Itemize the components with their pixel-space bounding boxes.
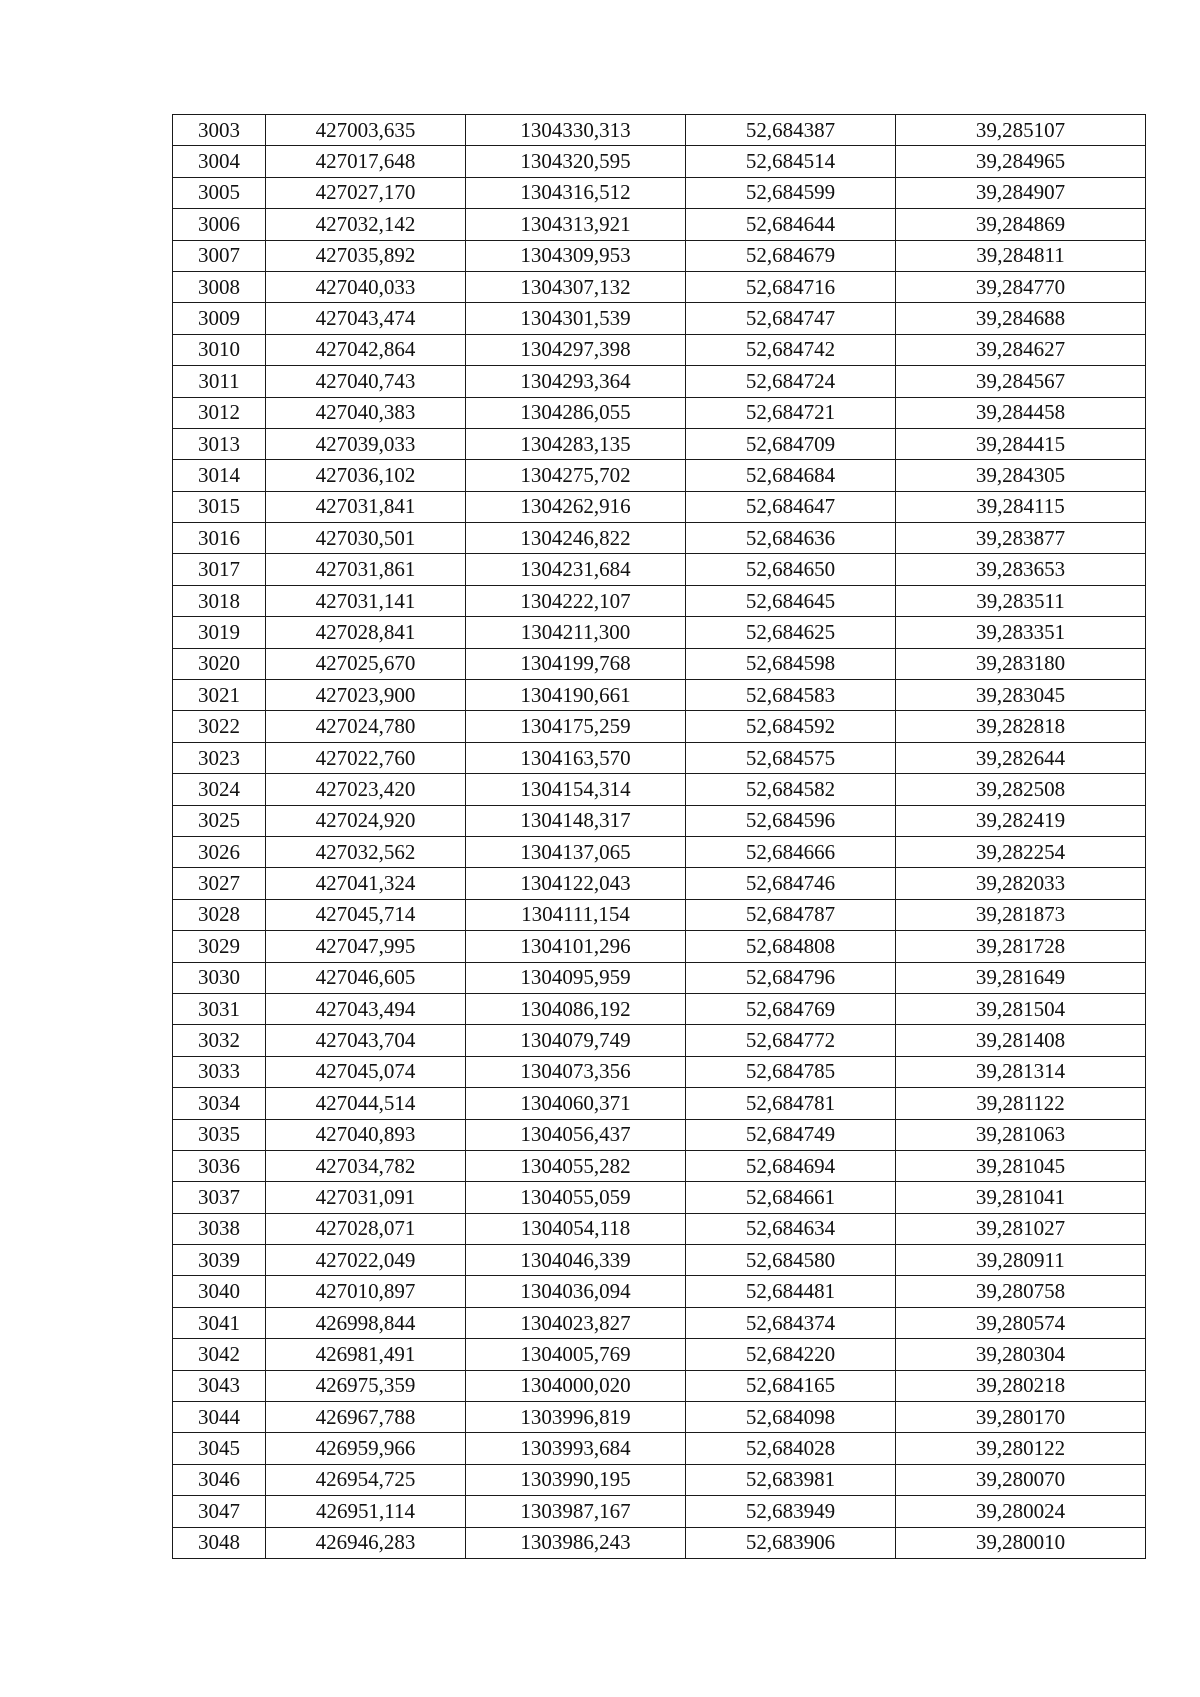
x-coordinate-cell: 427027,170 <box>266 177 466 208</box>
y-coordinate-cell: 1304175,259 <box>466 711 686 742</box>
x-coordinate-cell: 427031,091 <box>266 1182 466 1213</box>
latitude-cell: 52,684721 <box>686 397 896 428</box>
table-row <box>173 617 1146 648</box>
point-number-cell: 3039 <box>173 1245 266 1276</box>
y-coordinate-cell: 1304246,822 <box>466 523 686 554</box>
table-row <box>173 209 1146 240</box>
x-coordinate-cell: 427034,782 <box>266 1150 466 1181</box>
point-number-cell: 3041 <box>173 1307 266 1338</box>
longitude-cell: 39,282254 <box>896 836 1146 867</box>
table-row <box>173 1150 1146 1181</box>
longitude-cell: 39,284869 <box>896 209 1146 240</box>
point-number-cell: 3020 <box>173 648 266 679</box>
latitude-cell: 52,684742 <box>686 334 896 365</box>
y-coordinate-cell: 1304330,313 <box>466 115 686 146</box>
latitude-cell: 52,684596 <box>686 805 896 836</box>
x-coordinate-cell: 427022,760 <box>266 742 466 773</box>
y-coordinate-cell: 1304148,317 <box>466 805 686 836</box>
x-coordinate-cell: 427035,892 <box>266 240 466 271</box>
latitude-cell: 52,684644 <box>686 209 896 240</box>
x-coordinate-cell: 427024,920 <box>266 805 466 836</box>
longitude-cell: 39,280170 <box>896 1402 1146 1433</box>
longitude-cell: 39,280574 <box>896 1307 1146 1338</box>
x-coordinate-cell: 427022,049 <box>266 1245 466 1276</box>
table-row <box>173 1245 1146 1276</box>
point-number-cell: 3029 <box>173 931 266 962</box>
table-row <box>173 491 1146 522</box>
y-coordinate-cell: 1303987,167 <box>466 1496 686 1527</box>
longitude-cell: 39,281027 <box>896 1213 1146 1244</box>
table-row <box>173 1496 1146 1527</box>
point-number-cell: 3003 <box>173 115 266 146</box>
y-coordinate-cell: 1304056,437 <box>466 1119 686 1150</box>
point-number-cell: 3027 <box>173 868 266 899</box>
point-number-cell: 3038 <box>173 1213 266 1244</box>
y-coordinate-cell: 1304297,398 <box>466 334 686 365</box>
table-row <box>173 1088 1146 1119</box>
point-number-cell: 3025 <box>173 805 266 836</box>
point-number-cell: 3024 <box>173 774 266 805</box>
latitude-cell: 52,684772 <box>686 1025 896 1056</box>
x-coordinate-cell: 427025,670 <box>266 648 466 679</box>
point-number-cell: 3043 <box>173 1370 266 1401</box>
longitude-cell: 39,280122 <box>896 1433 1146 1464</box>
latitude-cell: 52,684808 <box>686 931 896 962</box>
y-coordinate-cell: 1304154,314 <box>466 774 686 805</box>
y-coordinate-cell: 1304000,020 <box>466 1370 686 1401</box>
longitude-cell: 39,280304 <box>896 1339 1146 1370</box>
x-coordinate-cell: 426959,966 <box>266 1433 466 1464</box>
table-row <box>173 554 1146 585</box>
x-coordinate-cell: 427042,864 <box>266 334 466 365</box>
x-coordinate-cell: 426951,114 <box>266 1496 466 1527</box>
x-coordinate-cell: 427040,893 <box>266 1119 466 1150</box>
latitude-cell: 52,684694 <box>686 1150 896 1181</box>
x-coordinate-cell: 427031,841 <box>266 491 466 522</box>
latitude-cell: 52,684098 <box>686 1402 896 1433</box>
x-coordinate-cell: 427030,501 <box>266 523 466 554</box>
latitude-cell: 52,684481 <box>686 1276 896 1307</box>
table-row <box>173 805 1146 836</box>
latitude-cell: 52,684684 <box>686 460 896 491</box>
y-coordinate-cell: 1303990,195 <box>466 1464 686 1495</box>
y-coordinate-cell: 1303996,819 <box>466 1402 686 1433</box>
longitude-cell: 39,280758 <box>896 1276 1146 1307</box>
latitude-cell: 52,684666 <box>686 836 896 867</box>
latitude-cell: 52,684746 <box>686 868 896 899</box>
y-coordinate-cell: 1304079,749 <box>466 1025 686 1056</box>
x-coordinate-cell: 426946,283 <box>266 1527 466 1558</box>
point-number-cell: 3006 <box>173 209 266 240</box>
point-number-cell: 3013 <box>173 428 266 459</box>
longitude-cell: 39,284415 <box>896 428 1146 459</box>
y-coordinate-cell: 1304036,094 <box>466 1276 686 1307</box>
longitude-cell: 39,281873 <box>896 899 1146 930</box>
x-coordinate-cell: 427023,420 <box>266 774 466 805</box>
y-coordinate-cell: 1304211,300 <box>466 617 686 648</box>
table-row <box>173 303 1146 334</box>
y-coordinate-cell: 1304275,702 <box>466 460 686 491</box>
latitude-cell: 52,684583 <box>686 680 896 711</box>
table-row <box>173 271 1146 302</box>
x-coordinate-cell: 426967,788 <box>266 1402 466 1433</box>
x-coordinate-cell: 426975,359 <box>266 1370 466 1401</box>
latitude-cell: 52,684724 <box>686 366 896 397</box>
table-row <box>173 774 1146 805</box>
longitude-cell: 39,282644 <box>896 742 1146 773</box>
y-coordinate-cell: 1304262,916 <box>466 491 686 522</box>
point-number-cell: 3035 <box>173 1119 266 1150</box>
longitude-cell: 39,284458 <box>896 397 1146 428</box>
x-coordinate-cell: 426998,844 <box>266 1307 466 1338</box>
point-number-cell: 3018 <box>173 585 266 616</box>
longitude-cell: 39,281408 <box>896 1025 1146 1056</box>
point-number-cell: 3023 <box>173 742 266 773</box>
x-coordinate-cell: 427010,897 <box>266 1276 466 1307</box>
longitude-cell: 39,284770 <box>896 271 1146 302</box>
y-coordinate-cell: 1304199,768 <box>466 648 686 679</box>
table-row <box>173 742 1146 773</box>
point-number-cell: 3045 <box>173 1433 266 1464</box>
y-coordinate-cell: 1304163,570 <box>466 742 686 773</box>
longitude-cell: 39,283511 <box>896 585 1146 616</box>
y-coordinate-cell: 1304313,921 <box>466 209 686 240</box>
table-row <box>173 460 1146 491</box>
table-row <box>173 1307 1146 1338</box>
point-number-cell: 3010 <box>173 334 266 365</box>
point-number-cell: 3015 <box>173 491 266 522</box>
longitude-cell: 39,284305 <box>896 460 1146 491</box>
table-row <box>173 648 1146 679</box>
y-coordinate-cell: 1304055,282 <box>466 1150 686 1181</box>
point-number-cell: 3028 <box>173 899 266 930</box>
table-row <box>173 836 1146 867</box>
point-number-cell: 3007 <box>173 240 266 271</box>
point-number-cell: 3036 <box>173 1150 266 1181</box>
longitude-cell: 39,281649 <box>896 962 1146 993</box>
latitude-cell: 52,683981 <box>686 1464 896 1495</box>
point-number-cell: 3012 <box>173 397 266 428</box>
point-number-cell: 3021 <box>173 680 266 711</box>
x-coordinate-cell: 426954,725 <box>266 1464 466 1495</box>
point-number-cell: 3032 <box>173 1025 266 1056</box>
x-coordinate-cell: 427036,102 <box>266 460 466 491</box>
point-number-cell: 3040 <box>173 1276 266 1307</box>
latitude-cell: 52,684575 <box>686 742 896 773</box>
x-coordinate-cell: 427032,562 <box>266 836 466 867</box>
latitude-cell: 52,684650 <box>686 554 896 585</box>
longitude-cell: 39,281045 <box>896 1150 1146 1181</box>
y-coordinate-cell: 1303986,243 <box>466 1527 686 1558</box>
longitude-cell: 39,280070 <box>896 1464 1146 1495</box>
longitude-cell: 39,284965 <box>896 146 1146 177</box>
y-coordinate-cell: 1304320,595 <box>466 146 686 177</box>
longitude-cell: 39,282818 <box>896 711 1146 742</box>
table-row <box>173 1433 1146 1464</box>
y-coordinate-cell: 1303993,684 <box>466 1433 686 1464</box>
y-coordinate-cell: 1304190,661 <box>466 680 686 711</box>
y-coordinate-cell: 1304283,135 <box>466 428 686 459</box>
y-coordinate-cell: 1304293,364 <box>466 366 686 397</box>
x-coordinate-cell: 427028,071 <box>266 1213 466 1244</box>
table-row <box>173 1339 1146 1370</box>
table-row <box>173 1527 1146 1558</box>
y-coordinate-cell: 1304309,953 <box>466 240 686 271</box>
latitude-cell: 52,684374 <box>686 1307 896 1338</box>
x-coordinate-cell: 426981,491 <box>266 1339 466 1370</box>
point-number-cell: 3005 <box>173 177 266 208</box>
y-coordinate-cell: 1304101,296 <box>466 931 686 962</box>
table-row <box>173 962 1146 993</box>
longitude-cell: 39,283877 <box>896 523 1146 554</box>
table-row <box>173 1213 1146 1244</box>
point-number-cell: 3046 <box>173 1464 266 1495</box>
table-row <box>173 1464 1146 1495</box>
point-number-cell: 3034 <box>173 1088 266 1119</box>
latitude-cell: 52,684580 <box>686 1245 896 1276</box>
table-row <box>173 146 1146 177</box>
latitude-cell: 52,684165 <box>686 1370 896 1401</box>
latitude-cell: 52,684582 <box>686 774 896 805</box>
longitude-cell: 39,283045 <box>896 680 1146 711</box>
x-coordinate-cell: 427039,033 <box>266 428 466 459</box>
x-coordinate-cell: 427032,142 <box>266 209 466 240</box>
latitude-cell: 52,684028 <box>686 1433 896 1464</box>
point-number-cell: 3011 <box>173 366 266 397</box>
latitude-cell: 52,684634 <box>686 1213 896 1244</box>
point-number-cell: 3033 <box>173 1056 266 1087</box>
latitude-cell: 52,684647 <box>686 491 896 522</box>
x-coordinate-cell: 427031,861 <box>266 554 466 585</box>
table-row <box>173 993 1146 1024</box>
point-number-cell: 3042 <box>173 1339 266 1370</box>
y-coordinate-cell: 1304054,118 <box>466 1213 686 1244</box>
y-coordinate-cell: 1304055,059 <box>466 1182 686 1213</box>
coordinates-table-body <box>173 115 1146 1559</box>
point-number-cell: 3016 <box>173 523 266 554</box>
latitude-cell: 52,683906 <box>686 1527 896 1558</box>
point-number-cell: 3048 <box>173 1527 266 1558</box>
longitude-cell: 39,280010 <box>896 1527 1146 1558</box>
table-row <box>173 899 1146 930</box>
point-number-cell: 3009 <box>173 303 266 334</box>
latitude-cell: 52,684636 <box>686 523 896 554</box>
x-coordinate-cell: 427043,704 <box>266 1025 466 1056</box>
x-coordinate-cell: 427031,141 <box>266 585 466 616</box>
x-coordinate-cell: 427024,780 <box>266 711 466 742</box>
table-row <box>173 1056 1146 1087</box>
latitude-cell: 52,684769 <box>686 993 896 1024</box>
table-row <box>173 240 1146 271</box>
latitude-cell: 52,684387 <box>686 115 896 146</box>
table-row <box>173 711 1146 742</box>
latitude-cell: 52,684625 <box>686 617 896 648</box>
point-number-cell: 3047 <box>173 1496 266 1527</box>
longitude-cell: 39,281504 <box>896 993 1146 1024</box>
latitude-cell: 52,684785 <box>686 1056 896 1087</box>
table-row <box>173 1182 1146 1213</box>
latitude-cell: 52,683949 <box>686 1496 896 1527</box>
x-coordinate-cell: 427043,494 <box>266 993 466 1024</box>
coordinates-table <box>172 114 1146 1559</box>
x-coordinate-cell: 427047,995 <box>266 931 466 962</box>
table-row <box>173 680 1146 711</box>
x-coordinate-cell: 427043,474 <box>266 303 466 334</box>
longitude-cell: 39,282419 <box>896 805 1146 836</box>
x-coordinate-cell: 427040,383 <box>266 397 466 428</box>
x-coordinate-cell: 427041,324 <box>266 868 466 899</box>
x-coordinate-cell: 427017,648 <box>266 146 466 177</box>
point-number-cell: 3030 <box>173 962 266 993</box>
longitude-cell: 39,284115 <box>896 491 1146 522</box>
longitude-cell: 39,280911 <box>896 1245 1146 1276</box>
point-number-cell: 3031 <box>173 993 266 1024</box>
longitude-cell: 39,284811 <box>896 240 1146 271</box>
table-row <box>173 1370 1146 1401</box>
table-row <box>173 931 1146 962</box>
latitude-cell: 52,684679 <box>686 240 896 271</box>
y-coordinate-cell: 1304095,959 <box>466 962 686 993</box>
longitude-cell: 39,281063 <box>896 1119 1146 1150</box>
table-row <box>173 366 1146 397</box>
latitude-cell: 52,684598 <box>686 648 896 679</box>
y-coordinate-cell: 1304122,043 <box>466 868 686 899</box>
table-row <box>173 1276 1146 1307</box>
y-coordinate-cell: 1304222,107 <box>466 585 686 616</box>
latitude-cell: 52,684599 <box>686 177 896 208</box>
table-row <box>173 585 1146 616</box>
longitude-cell: 39,281041 <box>896 1182 1146 1213</box>
longitude-cell: 39,284907 <box>896 177 1146 208</box>
table-row <box>173 177 1146 208</box>
y-coordinate-cell: 1304060,371 <box>466 1088 686 1119</box>
longitude-cell: 39,281314 <box>896 1056 1146 1087</box>
latitude-cell: 52,684220 <box>686 1339 896 1370</box>
point-number-cell: 3022 <box>173 711 266 742</box>
longitude-cell: 39,283351 <box>896 617 1146 648</box>
latitude-cell: 52,684747 <box>686 303 896 334</box>
longitude-cell: 39,280024 <box>896 1496 1146 1527</box>
latitude-cell: 52,684749 <box>686 1119 896 1150</box>
table-row <box>173 397 1146 428</box>
point-number-cell: 3026 <box>173 836 266 867</box>
table-row <box>173 868 1146 899</box>
point-number-cell: 3019 <box>173 617 266 648</box>
point-number-cell: 3004 <box>173 146 266 177</box>
y-coordinate-cell: 1304137,065 <box>466 836 686 867</box>
point-number-cell: 3037 <box>173 1182 266 1213</box>
longitude-cell: 39,283180 <box>896 648 1146 679</box>
y-coordinate-cell: 1304307,132 <box>466 271 686 302</box>
table-row <box>173 428 1146 459</box>
y-coordinate-cell: 1304086,192 <box>466 993 686 1024</box>
latitude-cell: 52,684709 <box>686 428 896 459</box>
point-number-cell: 3044 <box>173 1402 266 1433</box>
longitude-cell: 39,282033 <box>896 868 1146 899</box>
longitude-cell: 39,283653 <box>896 554 1146 585</box>
longitude-cell: 39,280218 <box>896 1370 1146 1401</box>
longitude-cell: 39,281122 <box>896 1088 1146 1119</box>
table-row <box>173 523 1146 554</box>
y-coordinate-cell: 1304231,684 <box>466 554 686 585</box>
y-coordinate-cell: 1304023,827 <box>466 1307 686 1338</box>
point-number-cell: 3014 <box>173 460 266 491</box>
latitude-cell: 52,684781 <box>686 1088 896 1119</box>
point-number-cell: 3017 <box>173 554 266 585</box>
longitude-cell: 39,284627 <box>896 334 1146 365</box>
x-coordinate-cell: 427040,033 <box>266 271 466 302</box>
point-number-cell: 3008 <box>173 271 266 302</box>
y-coordinate-cell: 1304316,512 <box>466 177 686 208</box>
y-coordinate-cell: 1304301,539 <box>466 303 686 334</box>
latitude-cell: 52,684661 <box>686 1182 896 1213</box>
longitude-cell: 39,284688 <box>896 303 1146 334</box>
table-row <box>173 334 1146 365</box>
longitude-cell: 39,281728 <box>896 931 1146 962</box>
table-row <box>173 1119 1146 1150</box>
x-coordinate-cell: 427045,074 <box>266 1056 466 1087</box>
x-coordinate-cell: 427045,714 <box>266 899 466 930</box>
x-coordinate-cell: 427046,605 <box>266 962 466 993</box>
x-coordinate-cell: 427003,635 <box>266 115 466 146</box>
longitude-cell: 39,284567 <box>896 366 1146 397</box>
y-coordinate-cell: 1304073,356 <box>466 1056 686 1087</box>
table-row <box>173 1025 1146 1056</box>
x-coordinate-cell: 427040,743 <box>266 366 466 397</box>
latitude-cell: 52,684592 <box>686 711 896 742</box>
table-row <box>173 115 1146 146</box>
latitude-cell: 52,684787 <box>686 899 896 930</box>
y-coordinate-cell: 1304111,154 <box>466 899 686 930</box>
y-coordinate-cell: 1304005,769 <box>466 1339 686 1370</box>
latitude-cell: 52,684716 <box>686 271 896 302</box>
longitude-cell: 39,282508 <box>896 774 1146 805</box>
x-coordinate-cell: 427023,900 <box>266 680 466 711</box>
y-coordinate-cell: 1304286,055 <box>466 397 686 428</box>
latitude-cell: 52,684514 <box>686 146 896 177</box>
table-row <box>173 1402 1146 1433</box>
longitude-cell: 39,285107 <box>896 115 1146 146</box>
latitude-cell: 52,684645 <box>686 585 896 616</box>
x-coordinate-cell: 427028,841 <box>266 617 466 648</box>
latitude-cell: 52,684796 <box>686 962 896 993</box>
x-coordinate-cell: 427044,514 <box>266 1088 466 1119</box>
y-coordinate-cell: 1304046,339 <box>466 1245 686 1276</box>
